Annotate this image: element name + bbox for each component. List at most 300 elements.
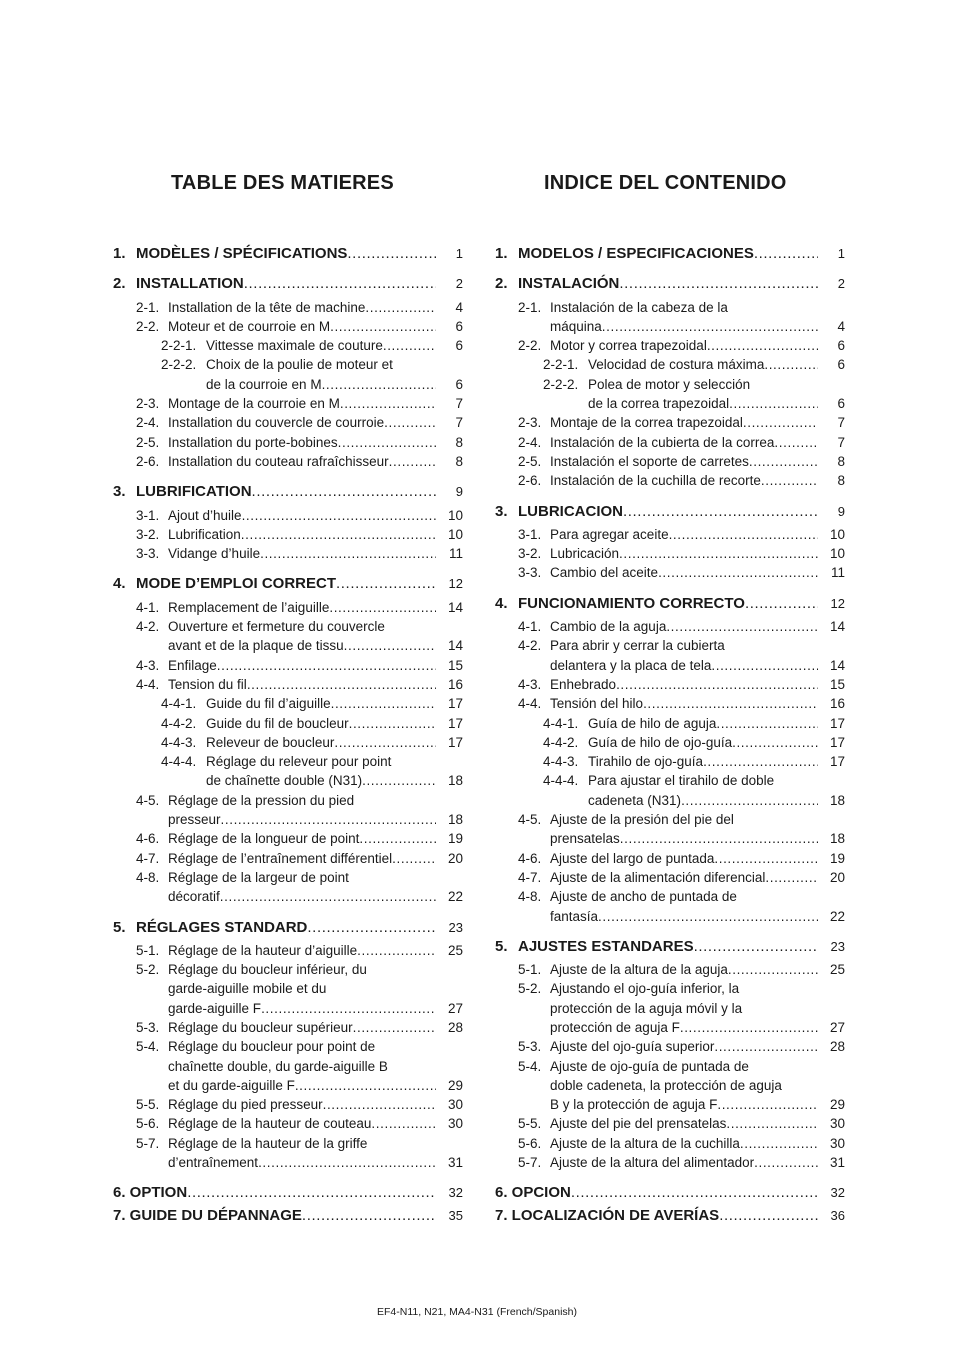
toc-subsection-entry: [113, 733, 463, 752]
toc-page-number: 6: [837, 338, 845, 354]
toc-entry-text: [168, 1095, 436, 1114]
toc-entry-text: [168, 413, 436, 432]
toc-leader-dots: [745, 594, 818, 613]
toc-leader-dots: [750, 375, 818, 394]
toc-subsection-entry: [495, 771, 845, 790]
toc-leader-dots: [643, 694, 818, 713]
toc-page-number: 17: [829, 734, 845, 750]
toc-entry-number: 4-4-2.: [543, 734, 579, 750]
toc-entry-text: [168, 506, 436, 525]
toc-leader-dots: [602, 317, 818, 336]
toc-entry-label: prensatelas: [550, 831, 620, 847]
toc-entry-text: [168, 1153, 436, 1172]
toc-leader-dots: [247, 675, 436, 694]
toc-subsection-entry: [495, 636, 845, 655]
toc-leader-dots: [359, 829, 436, 848]
toc-entry-text: [168, 394, 436, 413]
toc-page-number: 14: [447, 599, 463, 615]
toc-entry-text: [168, 675, 436, 694]
toc-section-entry: [495, 1183, 845, 1202]
toc-leader-dots: [329, 598, 436, 617]
toc-entry-label: Ajout d’huile: [168, 507, 242, 523]
toc-entry-text: [550, 525, 818, 544]
toc-entry-label: Ajuste del largo de puntada: [550, 850, 715, 866]
toc-page-number: 17: [829, 715, 845, 731]
toc-subsection-entry: [495, 675, 845, 694]
toc-leader-dots: [764, 355, 818, 374]
toc-subsection-entry: [113, 298, 463, 317]
toc-subsection-entry: [495, 471, 845, 490]
toc-leader-dots: [338, 433, 436, 452]
toc-entry-number: 4-1.: [136, 599, 160, 615]
toc-subsection-entry: [113, 1095, 463, 1114]
toc-entry-number: 4-4-4.: [543, 773, 579, 789]
toc-subsection-entry: [495, 656, 845, 675]
toc-entry-number: 3-1.: [518, 526, 542, 542]
toc-entry-text: [168, 544, 436, 563]
toc-subsection-entry: [113, 771, 463, 790]
toc-subsection-entry: [495, 907, 845, 926]
toc-entry-number: 4-8.: [518, 889, 542, 905]
toc-section-entry: [495, 594, 845, 613]
toc-entry-text: [168, 999, 436, 1018]
toc-entry-number: 4-4-1.: [161, 696, 197, 712]
toc-entry-text: [588, 375, 818, 394]
toc-entry-number: 5-6.: [518, 1135, 542, 1151]
toc-leader-dots: [711, 656, 818, 675]
toc-subsection-entry: [495, 694, 845, 713]
toc-entry-number: 4-4-1.: [543, 715, 579, 731]
toc-leader-dots: [258, 1153, 436, 1172]
toc-page-number: 2: [837, 276, 845, 292]
toc-entry-number: 3-2.: [518, 546, 542, 562]
toc-entry-text: [588, 771, 818, 790]
toc-leader-dots: [717, 1095, 818, 1114]
toc-section-entry: [113, 274, 463, 293]
toc-entry-label: protección de la aguja móvil y la: [550, 1000, 743, 1016]
toc-page-number: 16: [447, 676, 463, 692]
toc-subsection-entry: [495, 829, 845, 848]
toc-entry-label: RÉGLAGES STANDARD: [136, 918, 308, 936]
toc-subsection-entry: [495, 413, 845, 432]
toc-entry-text: [168, 979, 436, 998]
toc-leader-dots: [260, 544, 436, 563]
toc-section-entry: [113, 244, 463, 263]
toc-title-french: TABLE DES MATIERES: [171, 172, 394, 194]
toc-entry-number: 3-3.: [518, 565, 542, 581]
toc-leader-dots: [389, 452, 436, 471]
toc-entry-label: Réglage du boucleur pour point de: [168, 1039, 376, 1055]
toc-subsection-entry: [495, 1153, 845, 1172]
toc-page-number: 30: [829, 1116, 845, 1132]
toc-entry-number: 4-4-2.: [161, 715, 197, 731]
toc-entry-label: delantera y la placa de tela: [550, 657, 712, 673]
toc-entry-text: [168, 525, 436, 544]
toc-entry-number: 5-3.: [136, 1019, 160, 1035]
toc-leader-dots: [353, 1018, 436, 1037]
toc-subsection-entry: [113, 714, 463, 733]
toc-entry-number: 2-4.: [518, 434, 542, 450]
toc-leader-dots: [703, 752, 818, 771]
toc-leader-dots: [707, 336, 818, 355]
toc-entry-number: 5-3.: [518, 1039, 542, 1055]
toc-page-number: 17: [447, 734, 463, 750]
toc-leader-dots: [383, 336, 436, 355]
toc-entry-text: [550, 675, 818, 694]
toc-leader-dots: [371, 1114, 436, 1133]
toc-page-number: 1: [455, 246, 463, 261]
toc-entry-label: Guide du fil d’aiguille: [206, 696, 331, 712]
toc-entry-label: 7. GUIDE DU DÉPANNAGE: [113, 1206, 302, 1224]
toc-page-number: 6: [455, 338, 463, 354]
toc-entry-number: 2-2-1.: [543, 357, 579, 373]
toc-leader-dots: [354, 791, 436, 810]
toc-page-number: 14: [447, 638, 463, 654]
toc-subsection-entry: [495, 544, 845, 563]
toc-entry-label: Enhebrado: [550, 676, 617, 692]
toc-entry-label: Réglage du boucleur inférieur, du: [168, 962, 367, 978]
toc-entry-text: [206, 694, 436, 713]
toc-leader-dots: [261, 999, 436, 1018]
toc-subsection-entry: [113, 617, 463, 636]
toc-leader-dots: [658, 563, 818, 582]
toc-leader-dots: [323, 1095, 436, 1114]
toc-page-number: 18: [829, 792, 845, 808]
toc-entry-text: [168, 1037, 436, 1056]
toc-entry-text: [168, 829, 436, 848]
toc-entry-label: MODÈLES / SPÉCIFICATIONS: [136, 245, 348, 262]
toc-leader-dots: [754, 1153, 818, 1172]
toc-entry-text: [550, 1018, 818, 1037]
toc-subsection-entry: [113, 394, 463, 413]
toc-entry-number: 4-7.: [518, 869, 542, 885]
toc-leader-dots: [217, 656, 436, 675]
toc-subsection-entry: [113, 1153, 463, 1172]
toc-subsection-entry: [495, 563, 845, 582]
toc-entry-label: Instalación de la cubierta de la correa: [550, 434, 775, 450]
toc-page-number: 20: [829, 869, 845, 885]
toc-leader-dots: [244, 274, 436, 293]
toc-entry-text: [168, 868, 436, 887]
toc-entry-text: [206, 752, 436, 771]
toc-entry-number: 5-7.: [136, 1135, 160, 1151]
toc-leader-dots: [367, 1134, 436, 1153]
toc-subsection-entry: [113, 598, 463, 617]
toc-entry-label: B y la protección de aguja F: [550, 1097, 718, 1113]
toc-leader-dots: [740, 1134, 818, 1153]
toc-entry-label: Vittesse maximale de couture: [206, 338, 383, 354]
toc-entry-number: 4-4-3.: [543, 754, 579, 770]
toc-page-number: 11: [448, 546, 463, 562]
toc-leader-dots: [393, 355, 436, 374]
toc-leader-dots: [336, 574, 436, 593]
toc-entry-label: Montaje de la correa trapezoidal: [550, 415, 743, 431]
toc-page-number: 4: [837, 318, 845, 334]
toc-entry-number: 4-3.: [518, 676, 542, 692]
toc-entry-number: 2-3.: [136, 396, 160, 412]
toc-entry-text: [550, 1057, 818, 1076]
toc-section-entry: [495, 244, 845, 263]
toc-subsection-entry: [113, 336, 463, 355]
toc-leader-dots: [754, 244, 818, 263]
toc-page-number: 22: [447, 889, 463, 905]
toc-entry-label: Réglage de la largeur de point: [168, 869, 349, 885]
toc-subsection-entry: [113, 1134, 463, 1153]
toc-section-entry: [495, 274, 845, 293]
toc-entry-number: 5-5.: [136, 1097, 160, 1113]
toc-page-number: 28: [829, 1039, 845, 1055]
toc-entry-number: 2.: [495, 275, 508, 293]
toc-entry-number: 3-1.: [136, 507, 160, 523]
toc-entry-text: [588, 714, 818, 733]
toc-leader-dots: [728, 960, 818, 979]
toc-entry-text: [168, 1134, 436, 1153]
toc-subsection-entry: [113, 999, 463, 1018]
toc-entry-label: Ajuste de la altura de la cuchilla: [550, 1135, 740, 1151]
toc-entry-text: [168, 1018, 436, 1037]
toc-leader-dots: [241, 525, 436, 544]
toc-subsection-entry: [113, 452, 463, 471]
toc-subsection-entry: [495, 1018, 845, 1037]
toc-leader-dots: [726, 1114, 818, 1133]
toc-entry-label: Réglage de la longueur de point: [168, 831, 360, 847]
toc-page-number: 27: [829, 1019, 845, 1035]
toc-leader-dots: [331, 694, 436, 713]
toc-entry-text: [550, 1134, 818, 1153]
toc-leader-dots: [725, 636, 818, 655]
toc-entry-label: garde-aiguille F: [168, 1000, 262, 1016]
toc-page-number: 23: [448, 919, 463, 935]
toc-entry-label: MODE D’EMPLOI CORRECT: [136, 575, 337, 593]
toc-entry-text: [168, 656, 436, 675]
toc-entry-number: 4-4.: [518, 696, 542, 712]
toc-leader-dots: [737, 887, 818, 906]
toc-entry-label: Ajuste de la altura del alimentador: [550, 1155, 755, 1171]
toc-entry-text: [550, 694, 818, 713]
toc-entry-text: [588, 752, 818, 771]
toc-entry-label: doble cadeneta, la protección de aguja: [550, 1077, 782, 1093]
toc-entry-number: 2-1.: [136, 299, 160, 315]
toc-entry-label: Réglage de l’entraînement différentiel: [168, 850, 393, 866]
toc-subsection-entry: [495, 1095, 845, 1114]
toc-entry-text: [550, 1153, 818, 1172]
toc-leader-dots: [623, 502, 818, 521]
toc-entry-number: 2-1.: [518, 299, 542, 315]
toc-leader-dots: [391, 752, 436, 771]
toc-entry-number: 2-2-2.: [161, 357, 197, 373]
toc-entry-number: 2-3.: [518, 415, 542, 431]
toc-subsection-entry: [495, 1057, 845, 1076]
toc-entry-label: Choix de la poulie de moteur et: [206, 357, 393, 373]
toc-entry-number: 1.: [113, 245, 126, 262]
toc-leader-dots: [774, 771, 818, 790]
toc-entry-text: [588, 355, 818, 374]
toc-entry-label: Ajuste de la altura de la aguja: [550, 962, 728, 978]
toc-subsection-entry: [495, 791, 845, 810]
toc-page-number: 12: [448, 576, 463, 592]
toc-subsection-entry: [113, 1037, 463, 1056]
toc-entry-text: [550, 471, 818, 490]
toc-entry-text: [206, 375, 436, 394]
toc-entry-number: 4-5.: [518, 812, 542, 828]
toc-entry-number: 5.: [495, 937, 508, 955]
toc-subsection-entry: [495, 617, 845, 636]
toc-entry-label: Installation du couvercle de courroie: [168, 415, 385, 431]
toc-entry-text: [550, 1076, 818, 1095]
toc-leader-dots: [619, 274, 818, 293]
toc-entry-text: [550, 336, 818, 355]
toc-entry-label: Velocidad de costura máxima: [588, 357, 765, 373]
toc-section-entry: [495, 1206, 845, 1225]
toc-leader-dots: [367, 960, 436, 979]
toc-subsection-entry: [113, 1114, 463, 1133]
toc-entry-number: 4-2.: [518, 638, 542, 654]
toc-entry-number: 4-2.: [136, 619, 160, 635]
toc-entry-label: cadeneta (N31): [588, 792, 682, 808]
toc-subsection-entry: [113, 525, 463, 544]
toc-entry-label: INSTALLATION: [136, 275, 244, 293]
toc-entry-text: [168, 298, 436, 317]
toc-entry-label: Réglage de la hauteur de couteau: [168, 1116, 372, 1132]
toc-subsection-entry: [495, 979, 845, 998]
toc-leader-dots: [749, 452, 818, 471]
toc-page-number: 15: [447, 657, 463, 673]
toc-section-entry: [113, 918, 463, 937]
toc-page-number: 27: [447, 1000, 463, 1016]
toc-page-number: 8: [837, 473, 845, 489]
toc-entry-text: [550, 1095, 818, 1114]
toc-entry-label: Para agregar aceite: [550, 526, 669, 542]
toc-leader-dots: [774, 433, 818, 452]
toc-entry-text: [206, 336, 436, 355]
toc-section-entry: [495, 937, 845, 956]
toc-entry-label: INSTALACIÓN: [518, 275, 620, 293]
toc-entry-text: [550, 452, 818, 471]
toc-leader-dots: [732, 733, 818, 752]
toc-entry-label: Réglage de la pression du pied: [168, 792, 355, 808]
toc-page-number: 32: [448, 1185, 463, 1201]
toc-page-number: 6: [455, 376, 463, 392]
toc-entry-text: [550, 298, 818, 317]
toc-leader-dots: [334, 733, 436, 752]
toc-entry-text: [550, 563, 818, 582]
toc-entry-label: Enfilage: [168, 657, 217, 673]
toc-entry-text: [168, 433, 436, 452]
toc-entry-number: 5-2.: [518, 981, 542, 997]
toc-entry-label: Lubrification: [168, 526, 241, 542]
toc-page-number: 8: [837, 453, 845, 469]
toc-subsection-entry: [495, 433, 845, 452]
toc-subsection-entry: [113, 355, 463, 374]
toc-subsection-entry: [113, 433, 463, 452]
toc-page-number: 10: [447, 507, 463, 523]
toc-entry-number: 3.: [113, 483, 126, 501]
toc-entry-number: 4-7.: [136, 850, 160, 866]
toc-leader-dots: [742, 999, 818, 1018]
toc-page-number: 12: [830, 595, 845, 611]
toc-entry-number: 2-6.: [518, 473, 542, 489]
toc-leader-dots: [728, 298, 818, 317]
toc-page-number: 17: [829, 754, 845, 770]
toc-subsection-entry: [495, 336, 845, 355]
toc-entry-text: [206, 733, 436, 752]
toc-entry-label: Tirahilo de ojo-guía: [588, 754, 704, 770]
toc-entry-label: Ajuste de ancho de puntada de: [550, 889, 737, 905]
toc-entry-number: 3.: [495, 502, 508, 520]
toc-leader-dots: [375, 1037, 436, 1056]
toc-entry-text: [550, 887, 818, 906]
toc-page-number: 6: [837, 357, 845, 373]
toc-list-french: [113, 244, 463, 1229]
toc-entry-number: 4.: [495, 594, 508, 612]
toc-subsection-entry: [495, 394, 845, 413]
toc-subsection-entry: [495, 960, 845, 979]
toc-page-number: 31: [447, 1155, 463, 1171]
toc-entry-number: 4-1.: [518, 619, 542, 635]
toc-leader-dots: [716, 714, 818, 733]
toc-entry-label: et du garde-aiguille F: [168, 1077, 295, 1093]
toc-page-number: 22: [829, 908, 845, 924]
toc-entry-label: Cambio de la aguja: [550, 619, 667, 635]
toc-entry-label: Para abrir y cerrar la cubierta: [550, 638, 725, 654]
toc-entry-text: [136, 574, 436, 593]
toc-entry-label: fantasía: [550, 908, 599, 924]
toc-entry-text: [550, 544, 818, 563]
toc-entry-text: [550, 617, 818, 636]
toc-entry-label: Motor y correa trapezoidal: [550, 338, 707, 354]
toc-page-number: 14: [829, 619, 845, 635]
toc-page-number: 19: [447, 831, 463, 847]
toc-entry-number: 4.: [113, 575, 126, 593]
toc-subsection-entry: [495, 525, 845, 544]
toc-leader-dots: [782, 1076, 818, 1095]
toc-page-number: 7: [837, 415, 845, 431]
toc-subsection-entry: [495, 375, 845, 394]
toc-entry-text: [550, 1114, 818, 1133]
toc-entry-label: Installation du porte-bobines: [168, 434, 338, 450]
toc-leader-dots: [385, 617, 436, 636]
toc-subsection-entry: [113, 829, 463, 848]
toc-leader-dots: [571, 1183, 818, 1202]
toc-entry-label: Réglage du releveur pour point: [206, 754, 392, 770]
toc-leader-dots: [349, 714, 436, 733]
toc-entry-number: 5-2.: [136, 962, 160, 978]
toc-subsection-entry: [495, 887, 845, 906]
toc-leader-dots: [220, 887, 436, 906]
toc-leader-dots: [187, 1183, 436, 1202]
toc-subsection-entry: [495, 1134, 845, 1153]
toc-leader-dots: [357, 941, 436, 960]
toc-subsection-entry: [495, 1076, 845, 1095]
toc-leader-dots: [365, 298, 436, 317]
toc-page-number: 29: [829, 1097, 845, 1113]
toc-leader-dots: [714, 849, 818, 868]
toc-entry-label: Réglage de la hauteur de la griffe: [168, 1135, 368, 1151]
toc-leader-dots: [388, 1057, 436, 1076]
toc-subsection-entry: [495, 298, 845, 317]
toc-entry-text: [550, 907, 818, 926]
toc-subsection-entry: [495, 714, 845, 733]
toc-page-number: 19: [829, 850, 845, 866]
toc-leader-dots: [340, 394, 436, 413]
toc-entry-text: [550, 656, 818, 675]
toc-subsection-entry: [113, 1076, 463, 1095]
toc-leader-dots: [761, 471, 818, 490]
toc-entry-label: protección de aguja F: [550, 1019, 680, 1035]
toc-page-number: 18: [447, 773, 463, 789]
toc-subsection-entry: [495, 1037, 845, 1056]
toc-entry-text: [168, 598, 436, 617]
